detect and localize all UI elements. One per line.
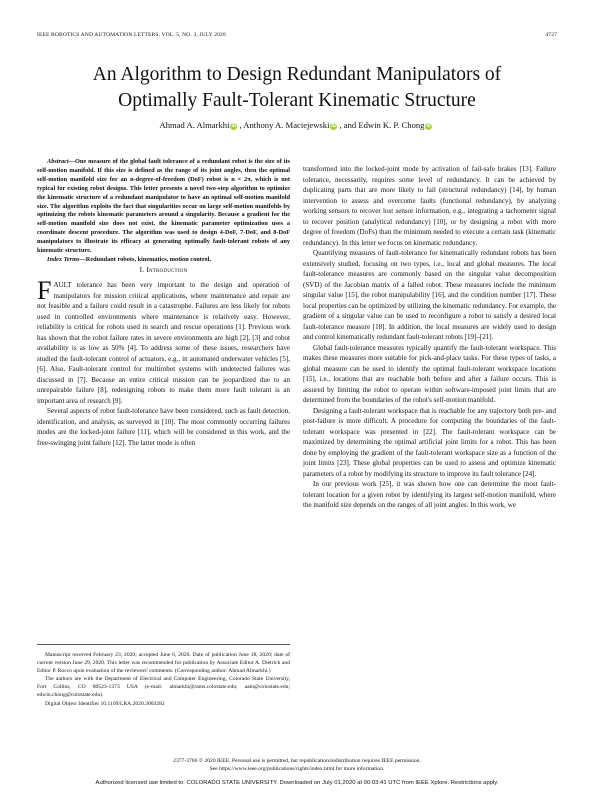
author-list <box>20 120 574 130</box>
orcid-icon[interactable]: iD <box>426 123 432 129</box>
right-paragraph-5: In our previous work [25], it was shown how one can determine the most fault-tolerant location for a given robot by identifying its largest self-motion manifold, where the manifold size depends on the ranges of all joint angles. In this work, we <box>303 480 556 509</box>
author-separator-1: , <box>239 120 244 130</box>
paper-title <box>20 62 574 114</box>
right-paragraph-3: Global fault-tolerance measures typically quantify the fault-tolerant workspace. This makes these measures more suitable for pick-and-place tasks. For these types of tasks, a global measure can be used to identify the optimal fault-tolerant workspace locations [15], i.e., locations that are reachable both before and after a failure occurs. This is assured by limiting the robot to operate within software-imposed joint limits that are determined from the boundaries of the robot's self-motion manifold. <box>303 343 556 404</box>
author-3: Edwin K. P. Chong <box>358 120 425 130</box>
author-2: Anthony A. Maciejewski <box>243 120 330 130</box>
right-column <box>303 164 556 511</box>
manuscript-footnote: Manuscript received February 23, 2020; accepted June 6, 2020. Date of publication June 18, 2020; date of current version June 29, 2020. This letter was recommended for publication by Associate Editor A. Dietrich and Editor P. Rocco upon evaluation of the reviewers' comments. (Corresponding author: Ahmad Almarkhi.) <box>37 652 290 675</box>
right-paragraph-4: Designing a fault-tolerant workspace that is reachable for any trajectory both pre- and post-failure is more difficult. A procedure for computing the boundaries of the fault-tolerant workspace was presented in [22]. The fault-tolerant workspace can be maximized by determining the optimal artificial joint limits for a robot. This has been done by employing the gradient of the fault-tolerant workspace size as a function of the joint limits [23]. These global properties can be used to assess and optimize kinematic parameters of a robot by modifying its structure to improve its fault tolerance [24]. <box>303 406 556 478</box>
footnotes <box>37 644 290 708</box>
abstract-text: —One measure of the global fault tolerance of a redundant robot is the size of its self-motion manifold. If this size is defined as the range of its joint angles, then the optimal self-motion manifold size for an n-degree-of-freedom (DoF) robot is n × 2π, which is not typical for existing robot designs. This letter presents a novel two-step algorithm to optimize the kinematic structure of a redundant manipulator to have an optimal self-motion manifold size. The algorithm exploits the fact that singularities occur on large self-motion manifolds by optimizing the robots kinematic parameters around a singularity. Because a gradient for the self-motion manifold size does not exist, the kinematic parameter optimization uses a coordinate descent procedure. The algorithm was used to design 4-DoF, 7-DoF, and 8-DoF manipulators to illustrate its efficacy at generating optimally fault-tolerant robots of any kinematic structure. <box>37 158 290 255</box>
left-column <box>37 158 290 448</box>
section-heading-introduction <box>37 265 290 276</box>
page-number: 4727 <box>545 32 557 38</box>
intro-paragraph-1 <box>37 276 290 406</box>
copyright-line-2[interactable]: See https://www.ieee.org/publications/rights/index.html for more information. <box>209 766 385 772</box>
orcid-icon[interactable]: iD <box>231 123 237 129</box>
abstract-label: Abstract <box>47 158 69 165</box>
doi-footnote: Digital Object Identifier 10.1109/LRA.2020.3003282 <box>45 700 165 707</box>
index-terms <box>37 256 290 265</box>
orcid-icon[interactable]: iD <box>331 123 337 129</box>
right-paragraph-1: transformed into the locked-joint mode by activation of fail-safe brakes [13]. Failure tolerance, necessarily, requires some level of redundancy. It can be achieved by duplicating parts that are more likely to fail (structural redundancy) [14], by human intervention to assess and overcome faults (functional redundancy), by analyzing working sensors to recover lost sensor information, e.g., integrating a tachometer signal to recover position (analytical redundancy) [10], or by designing a robot with more degree of freedom (DoFs) than the minimum needed to execute a certain task (kinematic redundancy). In this letter we focus on kinematic redundancy. <box>303 165 556 247</box>
intro-paragraph-1-text: AULT tolerance has been very important to the design and operation of manipulators for mission critical applications, where maintenance and repair are not feasible and a failure could result in a catastrophe. Failures are less likely for robots used in controlled environments where maintenance is relatively easy. However, reliability is critical for robots used in search and rescue operations [1]. Previous work has shown that the robot failure rates in severe environments are high [2], [3] and robot availability is as low as 50% [4]. To address some of these issues, researchers have studied the fault-tolerant control of actuators, e.g., in automated underwater vehicles [5], [6]. Also, Fault-tolerant control for multirobot systems with undetected failures was discussed in [7]. Because an entire critical mission can be jeopardized due to an unrepairable failure [8], redesigning robots to make them more fault tolerant is an important area of research [9]. <box>37 281 290 405</box>
section-numeral: I. <box>139 264 145 274</box>
running-head <box>37 32 557 38</box>
index-terms-label: Index Terms <box>47 255 80 263</box>
copyright-notice <box>20 757 574 773</box>
download-watermark: Authorized licensed use limited to: COLORADO STATE UNIVERSITY. Downloaded on July 01,2020 at 00:03:41 UTC from IEEE Xplore. Restrictions apply. <box>95 780 499 786</box>
index-terms-text: —Redundant robots, kinematics, motion control. <box>79 255 211 263</box>
abstract <box>37 158 290 256</box>
title-line-2: Optimally Fault-Tolerant Kinematic Structure <box>118 90 476 111</box>
intro-paragraph-2: Several aspects of robot fault-tolerance have been considered, such as fault detection, identification, and analysis, as surveyed in [10]. The most commonly occurring failures modes are the locked-joint failure [11], which will be considered in this work, and the free-swinging joint failure [12]. The latter mode is often <box>37 407 290 447</box>
author-separator-2: , and <box>339 120 359 130</box>
section-title: Introduction <box>146 264 188 274</box>
author-1: Ahmad A. Almarkhi <box>159 120 230 130</box>
journal-citation: IEEE ROBOTICS AND AUTOMATION LETTERS, VOL. 5, NO. 3, JULY 2020 <box>37 32 226 38</box>
title-line-1: An Algorithm to Design Redundant Manipulators of <box>92 64 502 85</box>
affiliation-footnote: The authors are with the Department of Electrical and Computer Engineering, Colorado State University, Fort Collins, CO 80523-1373 USA (e-mail: almarkhi@rams.colostate.edu; aam@colostate.edu; edwin.chong@colostate.edu). <box>37 676 290 699</box>
drop-cap: F <box>37 276 52 306</box>
copyright-line-1: 2377-3766 © 2020 IEEE. Personal use is permitted, but republication/redistribution requires IEEE permission. <box>173 758 421 764</box>
right-paragraph-2: Quantifying measures of fault-tolerance for kinematically redundant robots has been extensively studied, focusing on two types, i.e., local and global measures. The local fault-tolerance measures are commonly based on the singular value decomposition (SVD) of the Jacobian matrix of a failed robot. These measures include the minimum singular value [15], the robot manipulability [16], and the condition number [17]. These local properties can be optimized by utilizing the kinematic redundancy. For example, the gradient of a singular value can be used to reconfigure a robot to satisfy a desired local fault-tolerance measure [18]. In addition, the local measures are widely used to design and control kinematically redundant fault-tolerant robots [19]–[21]. <box>303 249 556 341</box>
